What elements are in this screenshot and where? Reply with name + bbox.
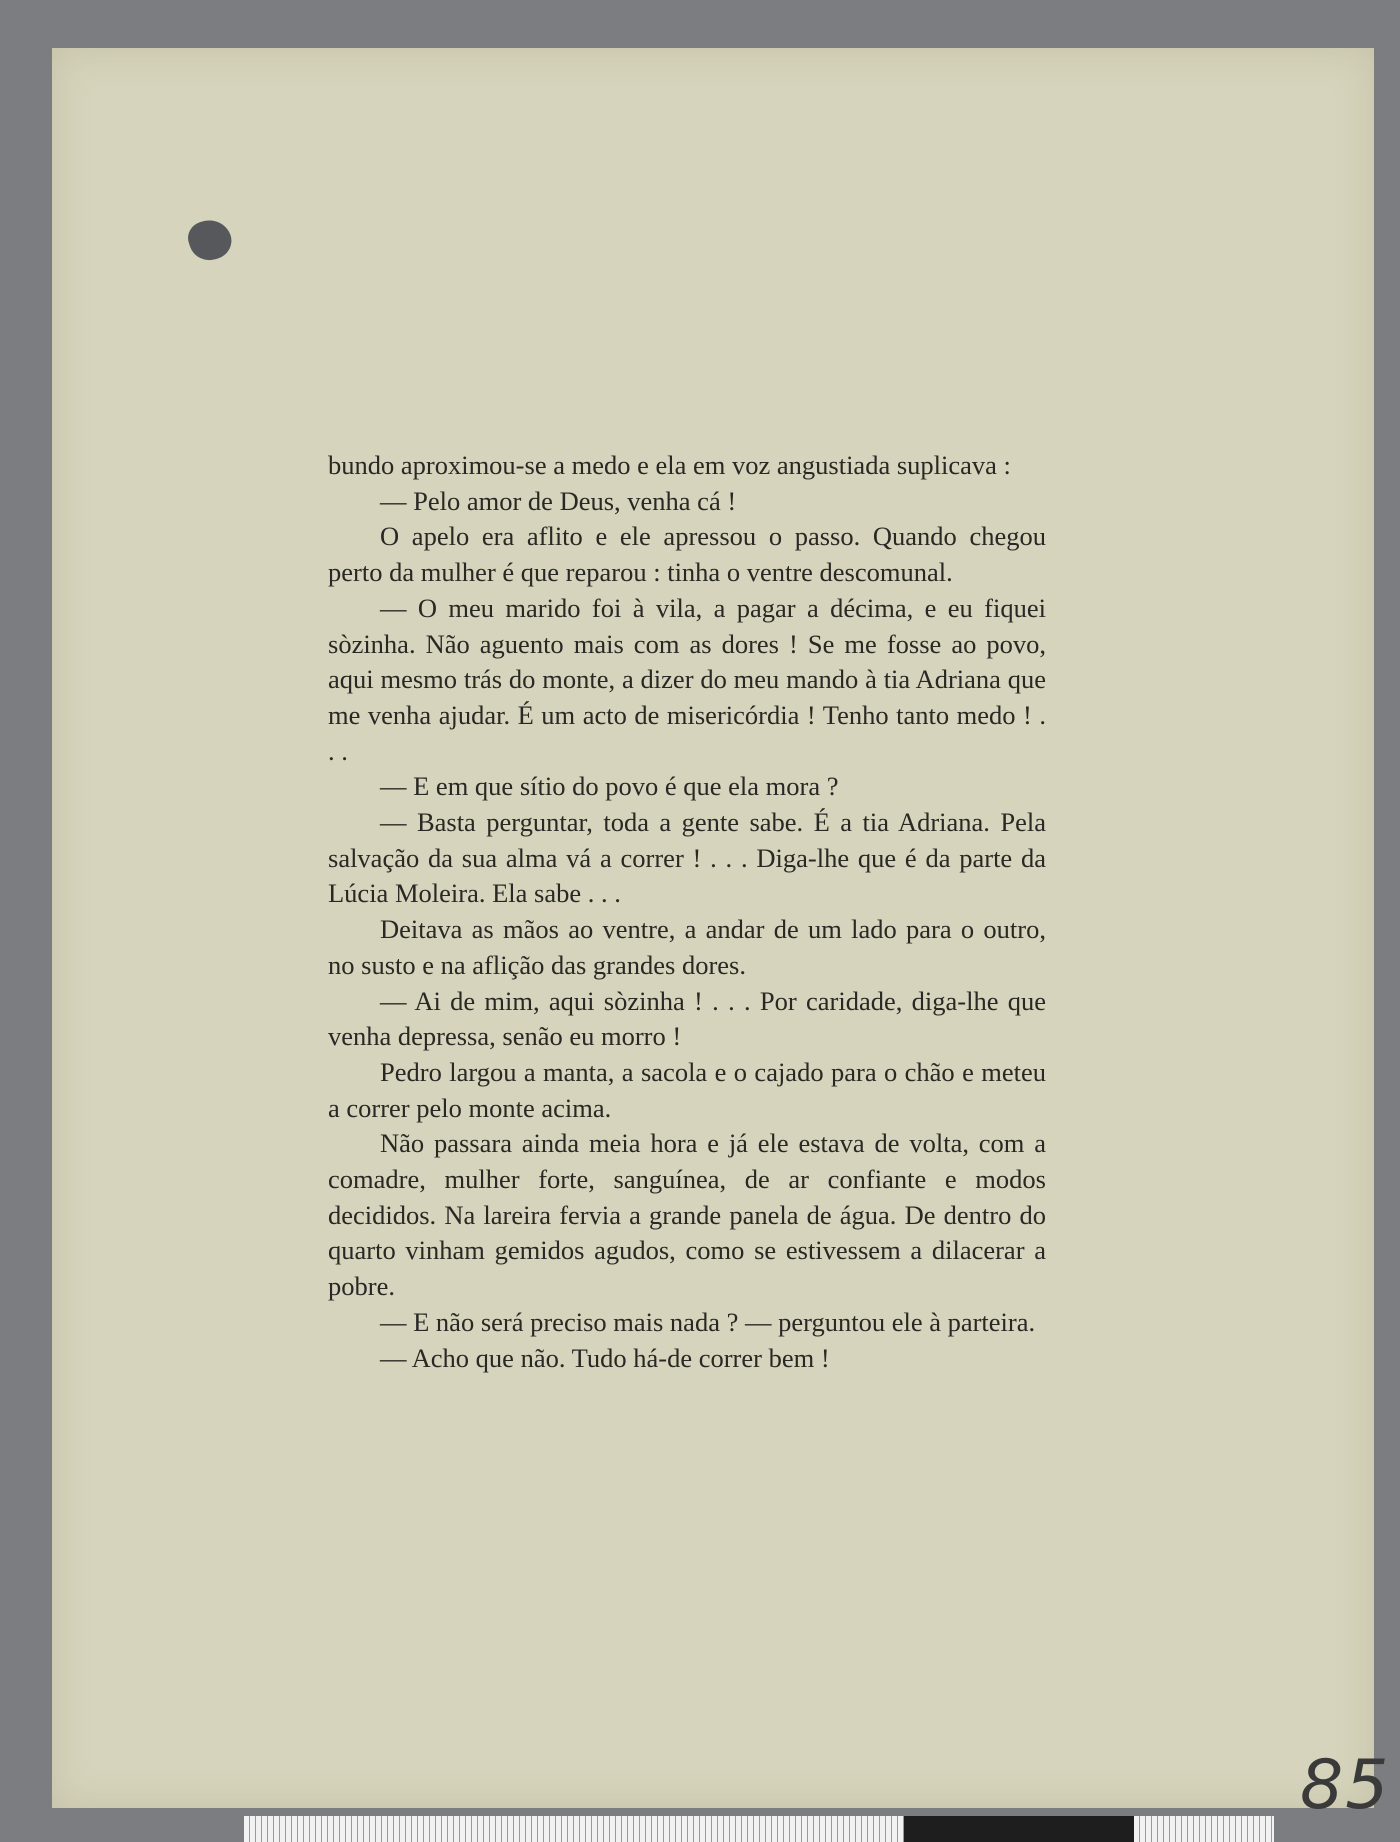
paragraph: — Ai de mim, aqui sòzinha ! . . . Por caridade, diga-lhe que venha depressa, senão eu morro ! [328, 985, 1046, 1052]
paragraph: Deitava as mãos ao ventre, a andar de um lado para o outro, no susto e na aflição das grandes dores. [328, 914, 1046, 980]
paragraph: — Basta perguntar, toda a gente sabe. É a tia Adriana. Pela salvação da sua alma vá a correr ! . . . Diga-lhe que é da parte da Lúcia Moleira. Ela sabe . . . [328, 807, 1046, 909]
punch-hole [184, 214, 236, 265]
body-text [328, 448, 1046, 1376]
document-page [52, 48, 1391, 1825]
paragraph: bundo aproximou-se a medo e ela em voz angustiada suplicava : [328, 450, 1011, 480]
paragraph: Pedro largou a manta, a sacola e o cajado para o chão e meteu a correr pelo monte acima. [328, 1056, 1046, 1123]
paragraph: — O meu marido foi à vila, a pagar a décima, e eu fiquei sòzinha. Não aguento mais com as dores ! Se me fosse ao povo, aqui mesmo trás do monte, a dizer do meu mando à tia Adriana que me venha ajudar. É um acto de misericórdia ! Tenho tanto medo ! . . . [328, 592, 1046, 766]
paragraph: — Pelo amor de Deus, venha cá ! [380, 485, 737, 516]
paragraph: — Acho que não. Tudo há-de correr bem ! [380, 1342, 830, 1373]
paragraph: O apelo era aflito e ele apressou o passo. Quando chegou perto da mulher é que reparou : tinha o ventre descomunal. [328, 521, 1046, 588]
handwritten-page-number: 85 [1300, 1746, 1391, 1825]
paragraph: — E em que sítio do povo é que ela mora ? [380, 771, 839, 802]
paragraph: — E não será preciso mais nada ? — perguntou ele à parteira. [380, 1306, 1036, 1337]
paragraph: Não passara ainda meia hora e já ele estava de volta, com a comadre, mulher forte, sanguínea, de ar confiante e modos decididos. Na lareira fervia a grande panela de água. De dentro do quarto vinham gemidos agudos, como se estivessem a dilacerar a pobre. [328, 1128, 1046, 1302]
scale-ruler [244, 1816, 1274, 1842]
